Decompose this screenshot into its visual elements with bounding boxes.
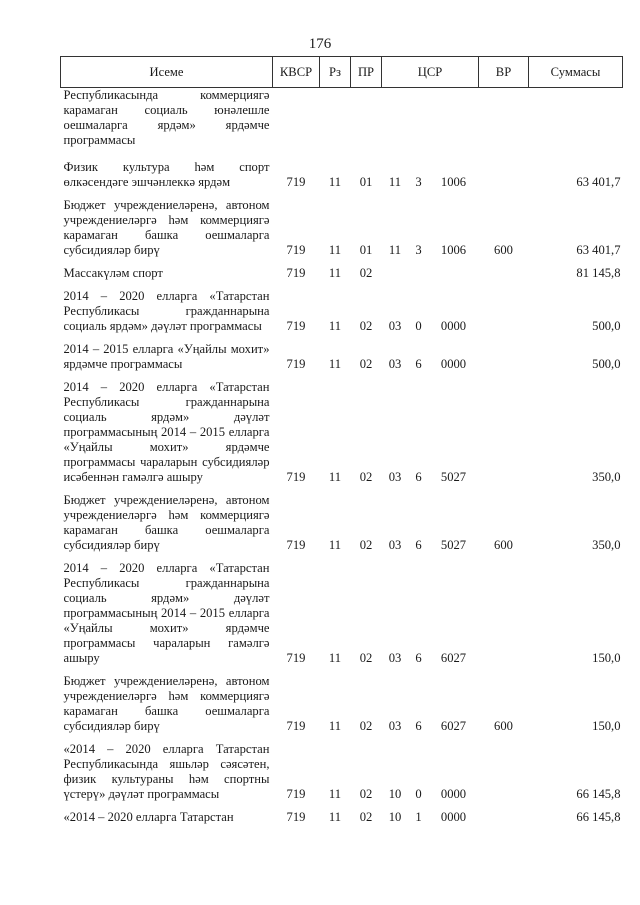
- header-csr: ЦСР: [382, 57, 479, 88]
- cell-name: Бюджет учреждениеләренә, автоном учреждениеләргә һәм коммерциягә карамаган башка оешмаларга субсидияләр бирү: [63, 198, 270, 257]
- cell-csr2: 6: [415, 357, 422, 371]
- cell-csr3: 5027: [440, 538, 467, 552]
- cell-rz: 11: [328, 470, 342, 484]
- cell-kvsr: 719: [286, 538, 306, 552]
- cell-sum: 500,0: [592, 357, 621, 371]
- cell-sum: [529, 88, 623, 161]
- cell-sum: 150,0: [592, 651, 621, 665]
- cell-pr: 01: [359, 243, 373, 257]
- cell-rz: 11: [328, 538, 342, 552]
- cell-name: Бюджет учреждениеләренә, автоном учреждениеләргә һәм коммерциягә карамаган башка оешмаларга субсидияләр бирү: [63, 493, 270, 552]
- header-vr: ВР: [479, 57, 529, 88]
- cell-kvsr: 719: [286, 175, 306, 189]
- cell-pr: 02: [359, 538, 373, 552]
- cell-csr2: 3: [415, 175, 422, 189]
- table-row: [61, 674, 623, 742]
- table-row: [61, 561, 623, 674]
- cell-csr2: 6: [415, 470, 422, 484]
- cell-rz: 11: [328, 319, 342, 333]
- table-row: [61, 289, 623, 342]
- cell-name: 2014 – 2020 елларга «Татарстан Республикасы гражданнарына социаль ярдәм» дәүләт программасының 2014 – 2015 елларга «Уңайлы мохит» ярдәмче программасы чараларын гамәлгә ашыру: [63, 561, 270, 665]
- cell-vr: [479, 88, 529, 161]
- cell-name: 2014 – 2020 елларга «Татарстан Республикасы гражданнарына социаль ярдәм» дәүләт программасы: [63, 289, 270, 333]
- cell-pr: [351, 88, 382, 161]
- cell-vr: 600: [494, 243, 513, 257]
- cell-vr: [479, 810, 529, 825]
- table-row: [61, 88, 623, 161]
- cell-csr3: [429, 88, 479, 161]
- cell-kvsr: [273, 88, 320, 161]
- cell-csr3: 1006: [440, 243, 467, 257]
- cell-vr: [479, 266, 529, 289]
- cell-csr2: 6: [415, 538, 422, 552]
- table-row: [61, 342, 623, 380]
- cell-name: «2014 – 2020 елларга Татарстан Республикасында яшьләр сәясәтен, физик культураны һәм спортны үстерү» дәүләт программасы: [63, 742, 270, 801]
- cell-csr1: 03: [388, 319, 402, 333]
- cell-pr: 02: [359, 810, 373, 824]
- cell-sum: 150,0: [592, 719, 621, 733]
- cell-sum: 350,0: [592, 538, 621, 552]
- cell-name: Физик культура һәм спорт өлкәсендәге эшчәнлеккә ярдәм: [63, 160, 270, 189]
- cell-vr: [479, 342, 529, 380]
- cell-kvsr: 719: [286, 266, 306, 280]
- cell-vr: 600: [494, 719, 513, 733]
- cell-sum: 81 145,8: [576, 266, 621, 280]
- cell-csr2: 0: [415, 319, 422, 333]
- table-body: [61, 88, 623, 826]
- cell-csr1: [382, 88, 409, 161]
- cell-csr2: 0: [415, 787, 422, 801]
- cell-rz: 11: [328, 243, 342, 257]
- cell-sum: 63 401,7: [576, 175, 621, 189]
- page-number: 176: [308, 36, 332, 52]
- header-pr: ПР: [351, 57, 382, 88]
- header-kvsr: КВСР: [273, 57, 320, 88]
- cell-kvsr: 719: [286, 787, 306, 801]
- table-header: [61, 57, 623, 88]
- cell-kvsr: 719: [286, 719, 306, 733]
- cell-csr1: 10: [388, 810, 402, 824]
- cell-rz: 11: [328, 787, 342, 801]
- cell-csr3: 0000: [440, 810, 467, 824]
- budget-table: [60, 56, 623, 825]
- cell-pr: 02: [359, 357, 373, 371]
- table-row: [61, 493, 623, 561]
- cell-sum: 66 145,8: [576, 810, 621, 824]
- cell-pr: 02: [359, 319, 373, 333]
- cell-csr3: 6027: [440, 651, 467, 665]
- cell-kvsr: 719: [286, 319, 306, 333]
- cell-csr3: [429, 266, 479, 289]
- cell-csr3: 1006: [440, 175, 467, 189]
- cell-rz: 11: [328, 175, 342, 189]
- cell-vr: [479, 380, 529, 493]
- cell-kvsr: 719: [286, 357, 306, 371]
- cell-csr2: 6: [415, 719, 422, 733]
- cell-csr1: 11: [388, 243, 402, 257]
- cell-csr2: [409, 88, 429, 161]
- cell-name: «2014 – 2020 елларга Татарстан: [63, 810, 234, 824]
- cell-csr3: 5027: [440, 470, 467, 484]
- cell-rz: 11: [328, 651, 342, 665]
- cell-csr1: 03: [388, 719, 402, 733]
- cell-pr: 02: [359, 266, 373, 280]
- cell-sum: 66 145,8: [576, 787, 621, 801]
- cell-csr3: 0000: [440, 319, 467, 333]
- table-row: [61, 380, 623, 493]
- cell-vr: [479, 561, 529, 674]
- table-row: [61, 742, 623, 810]
- header-rz: Рз: [320, 57, 351, 88]
- cell-rz: 11: [328, 719, 342, 733]
- cell-kvsr: 719: [286, 810, 306, 824]
- cell-name: Бюджет учреждениеләренә, автоном учреждениеләргә һәм коммерциягә карамаган башка оешмаларга субсидияләр бирү: [63, 674, 270, 733]
- cell-rz: [320, 88, 351, 161]
- cell-pr: 02: [359, 470, 373, 484]
- cell-csr2: 6: [415, 651, 422, 665]
- cell-csr1: [382, 266, 409, 289]
- cell-rz: 11: [328, 266, 342, 280]
- cell-csr1: 11: [388, 175, 402, 189]
- cell-csr3: 0000: [440, 357, 467, 371]
- cell-sum: 350,0: [592, 470, 621, 484]
- cell-name: 2014 – 2020 елларга «Татарстан Республикасы гражданнарына социаль ярдәм» дәүләт программасының 2014 – 2015 елларга «Уңайлы мохит» ярдәмче программасы чараларын субсидияләр исәбеннән гамәлгә ашыру: [63, 380, 270, 484]
- cell-sum: 63 401,7: [576, 243, 621, 257]
- cell-kvsr: 719: [286, 243, 306, 257]
- cell-csr1: 03: [388, 357, 402, 371]
- header-sum: Суммасы: [529, 57, 623, 88]
- cell-name: 2014 – 2015 елларга «Уңайлы мохит» ярдәмче программасы: [63, 342, 270, 371]
- cell-name: Республикасында коммерциягә карамаган социаль юнәлешле оешмаларга ярдәм» ярдәмче программасы: [63, 88, 270, 147]
- cell-csr1: 10: [388, 787, 402, 801]
- cell-csr2: 1: [415, 810, 422, 824]
- cell-vr: [479, 289, 529, 342]
- cell-kvsr: 719: [286, 470, 306, 484]
- table-row: [61, 198, 623, 266]
- cell-vr: [479, 160, 529, 198]
- cell-csr1: 03: [388, 538, 402, 552]
- table-row: [61, 160, 623, 198]
- cell-csr2: [409, 266, 429, 289]
- cell-rz: 11: [328, 810, 342, 824]
- cell-pr: 02: [359, 651, 373, 665]
- cell-pr: 02: [359, 719, 373, 733]
- cell-csr3: 6027: [440, 719, 467, 733]
- cell-csr2: 3: [415, 243, 422, 257]
- cell-kvsr: 719: [286, 651, 306, 665]
- table-row: [61, 266, 623, 289]
- cell-csr1: 03: [388, 470, 402, 484]
- cell-csr1: 03: [388, 651, 402, 665]
- header-name: Исеме: [61, 57, 273, 88]
- cell-vr: [479, 742, 529, 810]
- cell-vr: 600: [494, 538, 513, 552]
- cell-pr: 01: [359, 175, 373, 189]
- cell-csr3: 0000: [440, 787, 467, 801]
- table-row: [61, 810, 623, 825]
- cell-sum: 500,0: [592, 319, 621, 333]
- cell-rz: 11: [328, 357, 342, 371]
- cell-pr: 02: [359, 787, 373, 801]
- cell-name: Массакүләм спорт: [63, 266, 163, 280]
